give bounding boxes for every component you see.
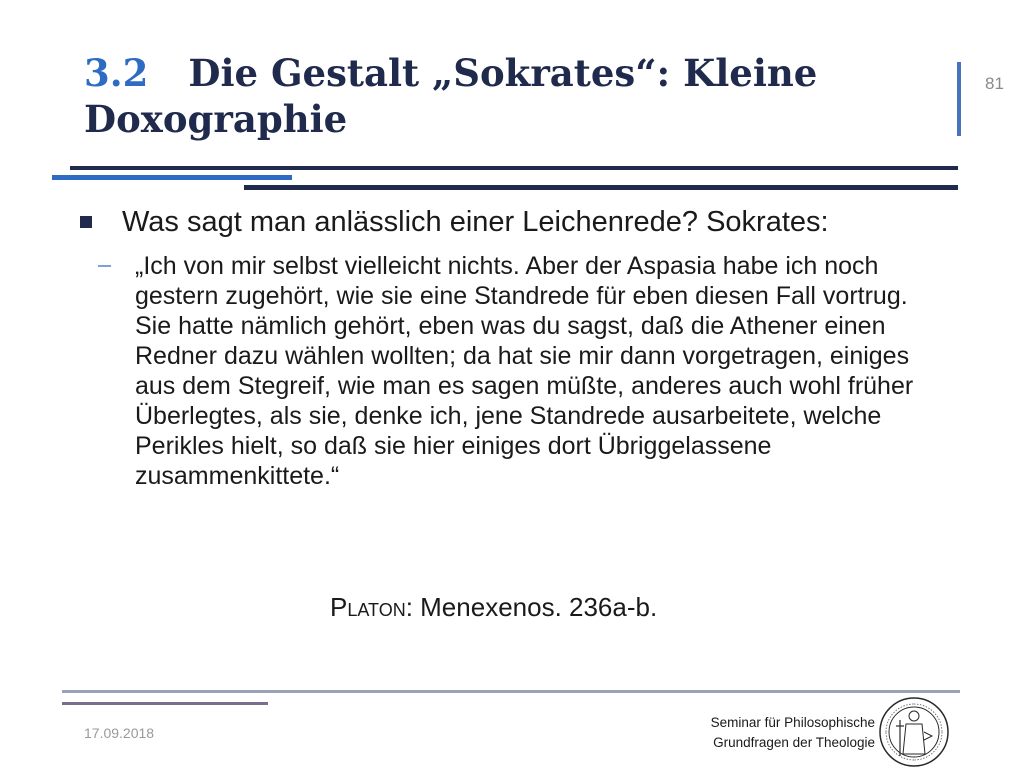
- footer-rule-accent: [62, 702, 268, 705]
- bullet-item: [80, 205, 960, 239]
- citation-work: : Menexenos. 236a-b.: [405, 592, 658, 622]
- slide-title: [84, 50, 934, 142]
- header-rule-blue: [52, 175, 292, 180]
- header-rule-dark: [70, 166, 958, 170]
- university-seal-icon: [878, 696, 950, 768]
- dash-bullet-icon: [98, 265, 111, 267]
- vertical-divider: [957, 62, 961, 136]
- footer-date: 17.09.2018: [84, 725, 155, 741]
- institution-line-1: Seminar für Philosophische: [710, 715, 875, 730]
- institution-line-2: Grundfragen der Theologie: [713, 735, 875, 750]
- citation: [330, 592, 657, 623]
- page-number: 81: [985, 74, 1004, 93]
- header-rule-dark-lower: [244, 185, 958, 190]
- slide-content: [80, 205, 960, 491]
- title-text: Die Gestalt „Sokrates“: Kleine Doxographie: [84, 51, 818, 141]
- section-number: 3.2: [84, 51, 149, 95]
- square-bullet-icon: [80, 216, 92, 228]
- bullet-text: Was sagt man anlässlich einer Leichenrede? Sokrates:: [122, 206, 829, 238]
- institution-name: [701, 713, 875, 753]
- quote-text: „Ich von mir selbst vielleicht nichts. Aber der Aspasia habe ich noch gestern zugehört, wie sie eine Standrede für eben diesen Fall vortrug. Sie hatte nämlich gehört, eben was du sagst, daß die Athener einen Redner dazu wählen wollten; da hat sie mir dann vorgetragen, einiges aus dem Stegreif, wie man es sagen müßte, anderes auch wohl früher Überlegtes, als sie, denke ich, jene Standrede ausarbeitete, welche Perikles hielt, so daß sie hier einiges dort Übriggelassene zusammenkittete.“: [135, 252, 914, 490]
- footer-rule: [62, 690, 960, 693]
- sub-bullet-item: [80, 251, 960, 491]
- citation-author: Platon: [330, 592, 406, 622]
